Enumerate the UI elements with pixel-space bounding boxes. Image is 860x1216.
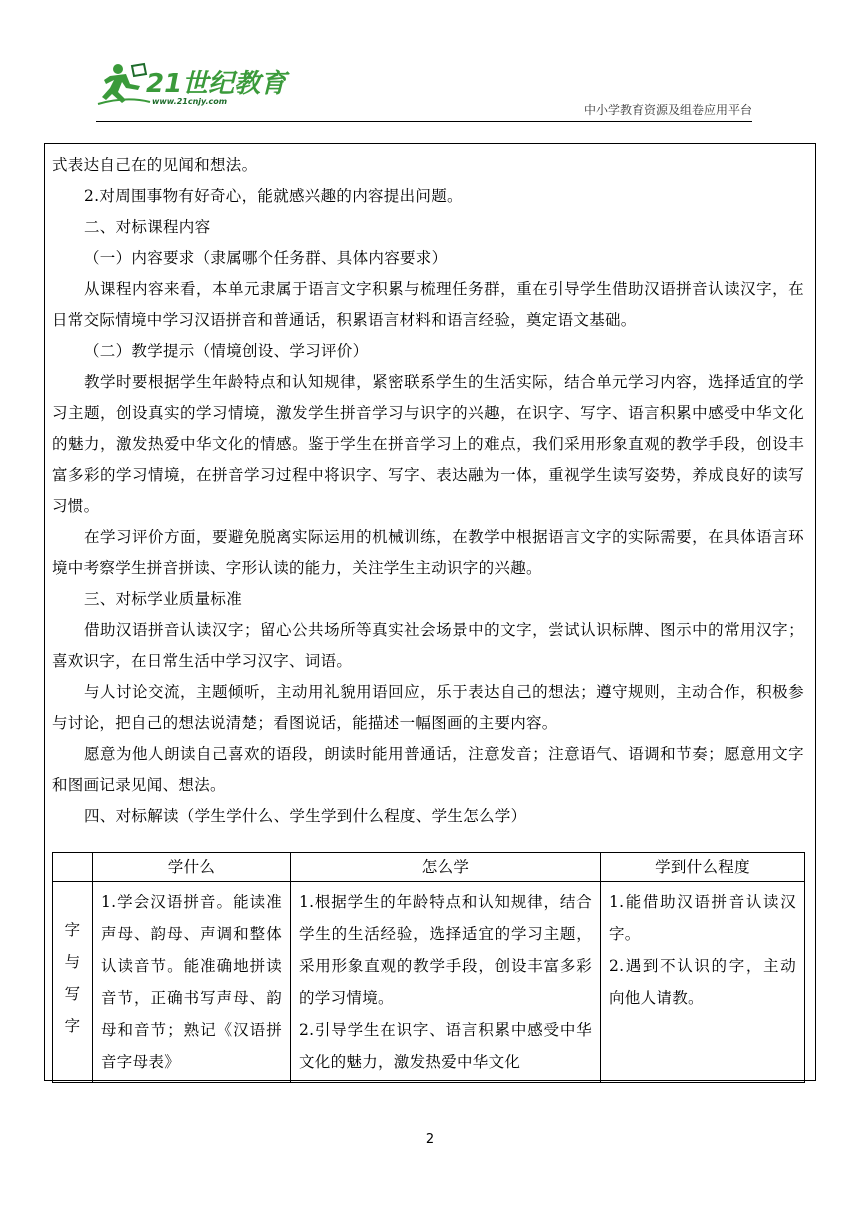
section-heading-course-content: 二、对标课程内容 — [84, 218, 211, 236]
table-header-cell: 学什么 — [93, 853, 291, 882]
section-heading-quality-standards: 三、对标学业质量标准 — [84, 590, 243, 608]
row-label-char: 写 — [64, 985, 81, 1003]
subheading-content-requirements: （一）内容要求（隶属哪个任务群、具体内容要求） — [84, 249, 448, 267]
21cnjy-logo — [96, 60, 287, 108]
page-number: 2 — [425, 1132, 435, 1147]
platform-name: 中小学教育资源及组卷应用平台 — [583, 103, 752, 117]
table-header-cell: 怎么学 — [291, 853, 601, 882]
document-body — [52, 150, 804, 832]
row-label-char: 字 — [64, 921, 81, 939]
row-label-char: 字 — [64, 1017, 81, 1035]
svg-text:21世纪教育: 21世纪教育 — [146, 69, 287, 99]
table-header-cell — [53, 853, 93, 882]
table-row — [53, 882, 805, 1083]
cell-text: 1.学会汉语拼音。能读准声母、韵母、声调和整体认读音节。能准确地拼读音节，正确书写声母、韵母和音节；熟记《汉语拼音字母表》 — [101, 893, 282, 1071]
paragraph-reading-standard: 愿意为他人朗读自己喜欢的语段，朗读时能用普通话，注意发音；注意语气、语调和节奏；愿意用文字和图画记录见闻、想法。 — [52, 745, 804, 794]
cell-text: 1.根据学生的年龄特点和认知规律，结合学生的生活经验，选择适宜的学习主题，采用形象直观的教学手段，创设丰富多彩的学习情境。 — [299, 893, 592, 1007]
header-divider — [96, 121, 752, 122]
interpretation-table — [52, 852, 805, 1083]
subheading-teaching-tips: （二）教学提示（情境创设、学习评价） — [84, 342, 369, 360]
row-label-char: 与 — [64, 953, 81, 971]
cell-text: 2.遇到不认识的字，主动向他人请教。 — [609, 957, 796, 1007]
table-cell-degree — [601, 882, 805, 1083]
paragraph-course-content: 从课程内容来看，本单元隶属于语言文字积累与梳理任务群，重在引导学生借助汉语拼音认读汉字，在日常交际情境中学习汉语拼音和普通话，积累语言材料和语言经验，奠定语文基础。 — [52, 280, 804, 329]
page-header — [0, 0, 860, 130]
cell-text: 2.引导学生在识字、语言积累中感受中华文化的魅力，激发热爱中华文化 — [299, 1021, 592, 1071]
table-cell-how — [291, 882, 601, 1083]
paragraph-assessment: 在学习评价方面，要避免脱离实际运用的机械训练，在教学中根据语言文字的实际需要，在具体语言环境中考察学生拼音拼读、字形认读的能力，关注学生主动识字的兴趣。 — [52, 528, 804, 577]
table-cell-what — [93, 882, 291, 1083]
svg-text:www.21cnjy.com: www.21cnjy.com — [152, 97, 228, 106]
row-label-literacy-writing — [53, 882, 93, 1083]
paragraph-curiosity: 2.对周围事物有好奇心，能就感兴趣的内容提出问题。 — [84, 187, 463, 205]
table-header-row — [53, 853, 805, 882]
paragraph-literacy-standard: 借助汉语拼音认读汉字；留心公共场所等真实社会场景中的文字，尝试认识标牌、图示中的常用汉字；喜欢识字，在日常生活中学习汉字、词语。 — [52, 621, 804, 670]
cell-text: 1.能借助汉语拼音认读汉字。 — [609, 893, 796, 943]
paragraph-communication-standard: 与人讨论交流，主题倾听，主动用礼貌用语回应，乐于表达自己的想法；遵守规则，主动合作，积极参与讨论，把自己的想法说清楚；看图说话，能描述一幅图画的主要内容。 — [52, 683, 804, 732]
section-heading-interpretation: 四、对标解读（学生学什么、学生学到什么程度、学生怎么学） — [84, 807, 527, 825]
table-header-cell: 学到什么程度 — [601, 853, 805, 882]
paragraph-teaching-tips: 教学时要根据学生年龄特点和认知规律，紧密联系学生的生活实际，结合单元学习内容，选择适宜的学习主题，创设真实的学习情境，激发学生拼音学习与识字的兴趣，在识字、写字、语言积累中感受中华文化的魅力，激发热爱中华文化的情感。鉴于学生在拼音学习上的难点，我们采用形象直观的教学手段，创设丰富多彩的学习情境，在拼音学习过程中将识字、写字、表达融为一体，重视学生读写姿势，养成良好的读写习惯。 — [52, 373, 804, 515]
paragraph-continuation: 式表达自己在的见闻和想法。 — [52, 156, 258, 174]
